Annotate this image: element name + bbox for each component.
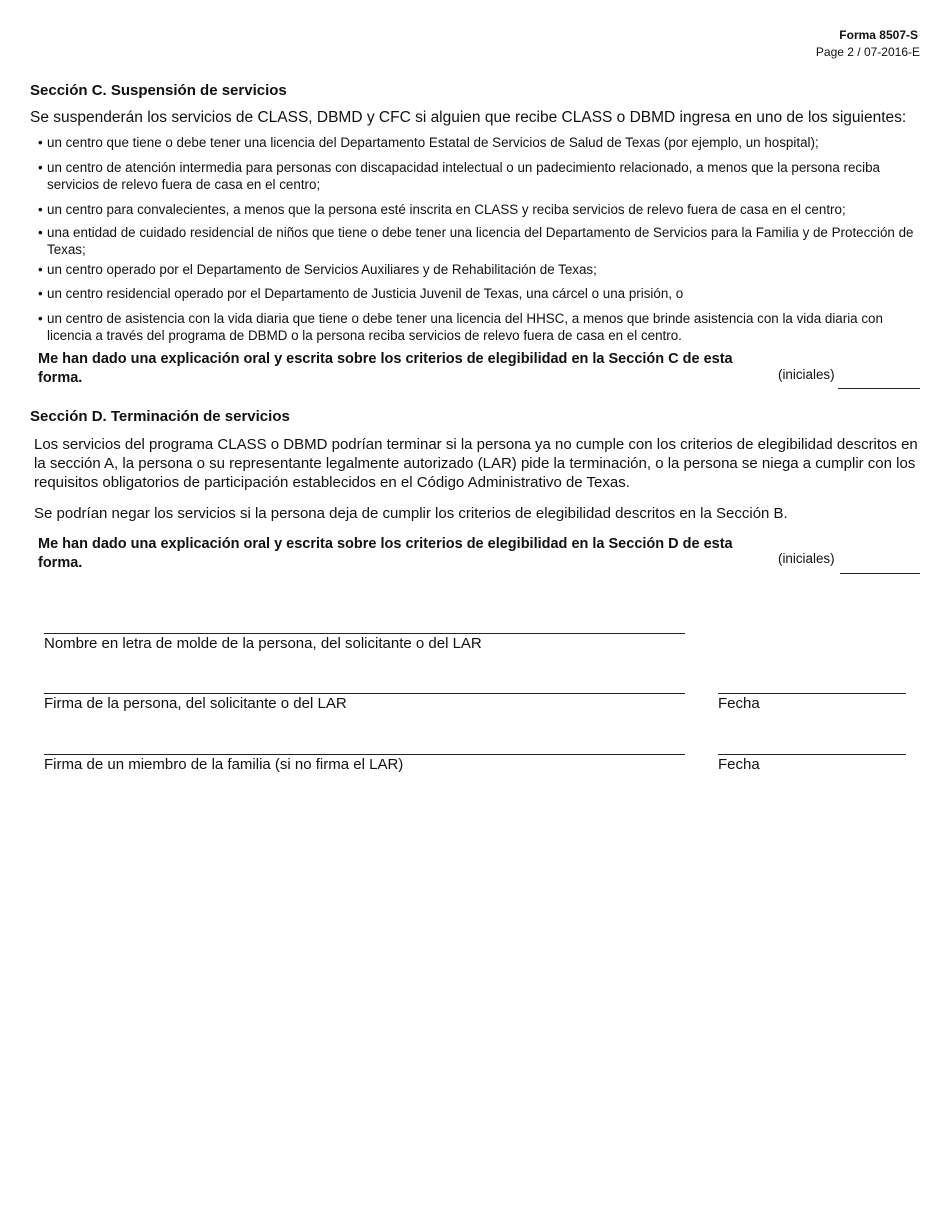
bullet-text: una entidad de cuidado residencial de niños que tiene o debe tener una licencia del Departamento de Servicios para la Familia y de Protección de Texas; [47,225,914,257]
section-c-initials-label: (iniciales) [778,367,835,382]
section-d-paragraph-1: Los servicios del programa CLASS o DBMD podrían terminar si la persona ya no cumple con los criterios de elegibilidad descritos en la sección A, la persona o su representante legalmente autorizado (LAR) pide la terminación, o la persona se niega a cumplir con los requisitos obligatorios de participación establecidos en el Código Administrativo de Texas. [34,436,918,491]
bullet-icon: • [38,286,43,301]
family-date-label: Fecha [718,756,760,773]
form-number: Forma 8507-S [839,28,918,42]
printed-name-label: Nombre en letra de molde de la persona, del solicitante o del LAR [44,635,482,652]
list-item [38,159,923,193]
section-d-acknowledgement: Me han dado una explicación oral y escrita sobre los criterios de elegibilidad en la Sección D de esta forma. [38,536,733,571]
list-item [38,201,923,218]
section-c-intro: Se suspenderán los servicios de CLASS, DBMD y CFC si alguien que recibe CLASS o DBMD ingresa en uno de los siguientes: [30,109,907,126]
section-c-initials-field[interactable] [838,388,920,389]
bullet-icon: • [38,202,43,217]
list-item [38,310,923,344]
list-item [38,134,923,151]
bullet-text: un centro residencial operado por el Departamento de Justicia Juvenil de Texas, una cárcel o una prisión, o [47,286,684,301]
page-info: Page 2 / 07-2016-E [815,45,920,59]
family-signature-field[interactable] [44,754,685,755]
list-item [38,224,923,258]
bullet-text: un centro que tiene o debe tener una licencia del Departamento Estatal de Servicios de Salud de Texas (por ejemplo, un hospital); [47,135,819,150]
list-item [38,285,923,302]
family-signature-label: Firma de un miembro de la familia (si no firma el LAR) [44,756,404,773]
printed-name-field[interactable] [44,633,685,634]
family-date-field[interactable] [718,754,906,755]
bullet-icon: • [38,135,43,150]
bullet-text: un centro de atención intermedia para personas con discapacidad intelectual o un padecimiento relacionado, a menos que la persona reciba servicios de relevo fuera de casa en el centro; [47,160,880,192]
bullet-text: un centro para convalecientes, a menos que la persona esté inscrita en CLASS y reciba servicios de relevo fuera de casa en el centro; [47,202,846,217]
signature-label: Firma de la persona, del solicitante o del LAR [44,695,347,712]
signature-field[interactable] [44,693,685,694]
list-item [38,261,923,278]
bullet-icon: • [38,262,43,277]
section-d-initials-field[interactable] [840,573,920,574]
section-c-acknowledgement: Me han dado una explicación oral y escrita sobre los criterios de elegibilidad en la Sección C de esta forma. [38,351,733,386]
bullet-text: un centro de asistencia con la vida diaria que tiene o debe tener una licencia del HHSC, a menos que brinde asistencia con la vida diaria con licencia a través del programa de DBMD o la persona reciba servicios de relevo fuera de casa en el centro. [47,311,883,343]
bullet-icon: • [38,225,43,240]
signature-date-field[interactable] [718,693,906,694]
section-c-title: Sección C. Suspensión de servicios [30,82,287,99]
section-d-paragraph-2: Se podrían negar los servicios si la persona deja de cumplir los criterios de elegibilidad descritos en la Sección B. [34,505,788,522]
section-d-initials-label: (iniciales) [778,551,835,566]
signature-date-label: Fecha [718,695,760,712]
bullet-text: un centro operado por el Departamento de Servicios Auxiliares y de Rehabilitación de Texas; [47,262,597,277]
bullet-icon: • [38,311,43,326]
bullet-icon: • [38,160,43,175]
section-d-title: Sección D. Terminación de servicios [30,408,290,425]
